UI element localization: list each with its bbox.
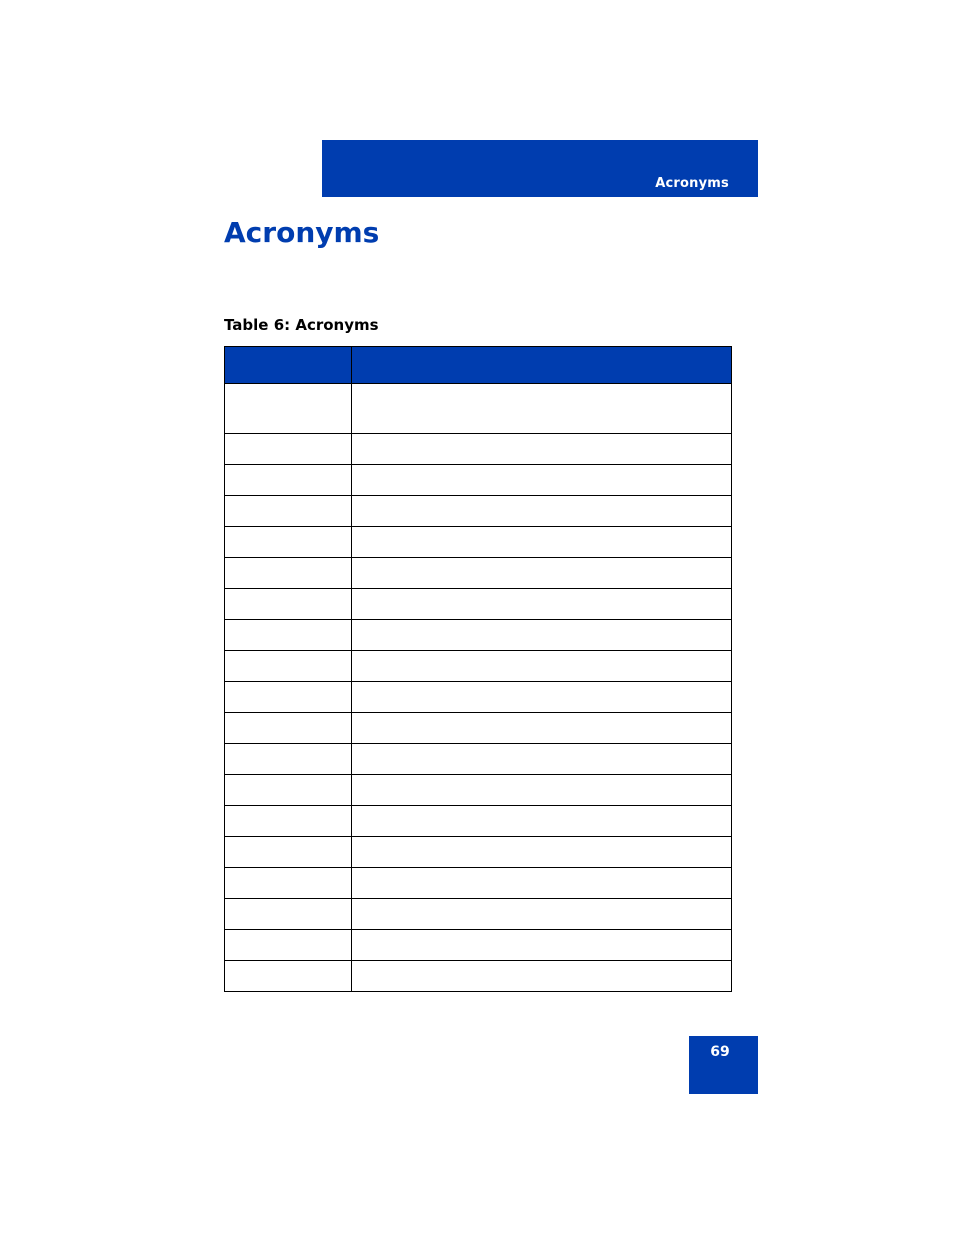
section-header-bar	[322, 140, 758, 197]
table-header-row	[225, 347, 732, 384]
table-row	[225, 961, 732, 992]
description-cell	[352, 806, 732, 837]
table-row	[225, 651, 732, 682]
description-cell	[352, 465, 732, 496]
acronym-cell	[225, 899, 352, 930]
description-cell	[352, 682, 732, 713]
table-row	[225, 496, 732, 527]
description-cell	[352, 930, 732, 961]
description-cell	[352, 434, 732, 465]
acronym-cell	[225, 620, 352, 651]
acronym-cell	[225, 682, 352, 713]
acronym-cell	[225, 527, 352, 558]
page-number: 69	[710, 1044, 730, 1060]
table-row	[225, 713, 732, 744]
table-row	[225, 868, 732, 899]
table-row	[225, 384, 732, 434]
description-cell	[352, 527, 732, 558]
acronym-cell	[225, 868, 352, 899]
section-header-label: Acronyms	[655, 176, 729, 191]
acronym-cell	[225, 930, 352, 961]
table-row	[225, 589, 732, 620]
acronym-cell	[225, 961, 352, 992]
acronym-cell	[225, 775, 352, 806]
table-row	[225, 527, 732, 558]
table-row	[225, 558, 732, 589]
table-row	[225, 930, 732, 961]
acronym-cell	[225, 651, 352, 682]
description-cell	[352, 868, 732, 899]
table-row	[225, 775, 732, 806]
table-row	[225, 806, 732, 837]
page-number-box	[689, 1036, 758, 1094]
description-cell	[352, 589, 732, 620]
description-cell	[352, 837, 732, 868]
description-cell	[352, 496, 732, 527]
acronym-cell	[225, 558, 352, 589]
acronym-cell	[225, 434, 352, 465]
table-row	[225, 465, 732, 496]
table-row	[225, 837, 732, 868]
table-caption: Table 6: Acronyms	[224, 316, 379, 334]
acronym-cell	[225, 713, 352, 744]
table-row	[225, 899, 732, 930]
page-title: Acronyms	[224, 216, 380, 249]
description-cell	[352, 620, 732, 651]
description-cell	[352, 651, 732, 682]
description-cell	[352, 558, 732, 589]
acronym-cell	[225, 465, 352, 496]
acronym-cell	[225, 589, 352, 620]
description-cell	[352, 713, 732, 744]
column-header-acronym	[225, 347, 352, 384]
description-cell	[352, 384, 732, 434]
description-cell	[352, 899, 732, 930]
table-row	[225, 620, 732, 651]
acronym-table	[224, 346, 732, 992]
acronym-cell	[225, 837, 352, 868]
acronym-cell	[225, 806, 352, 837]
table-row	[225, 434, 732, 465]
acronym-cell	[225, 744, 352, 775]
description-cell	[352, 744, 732, 775]
description-cell	[352, 961, 732, 992]
table-row	[225, 744, 732, 775]
acronym-cell	[225, 496, 352, 527]
table-row	[225, 682, 732, 713]
column-header-description	[352, 347, 732, 384]
description-cell	[352, 775, 732, 806]
acronym-cell	[225, 384, 352, 434]
